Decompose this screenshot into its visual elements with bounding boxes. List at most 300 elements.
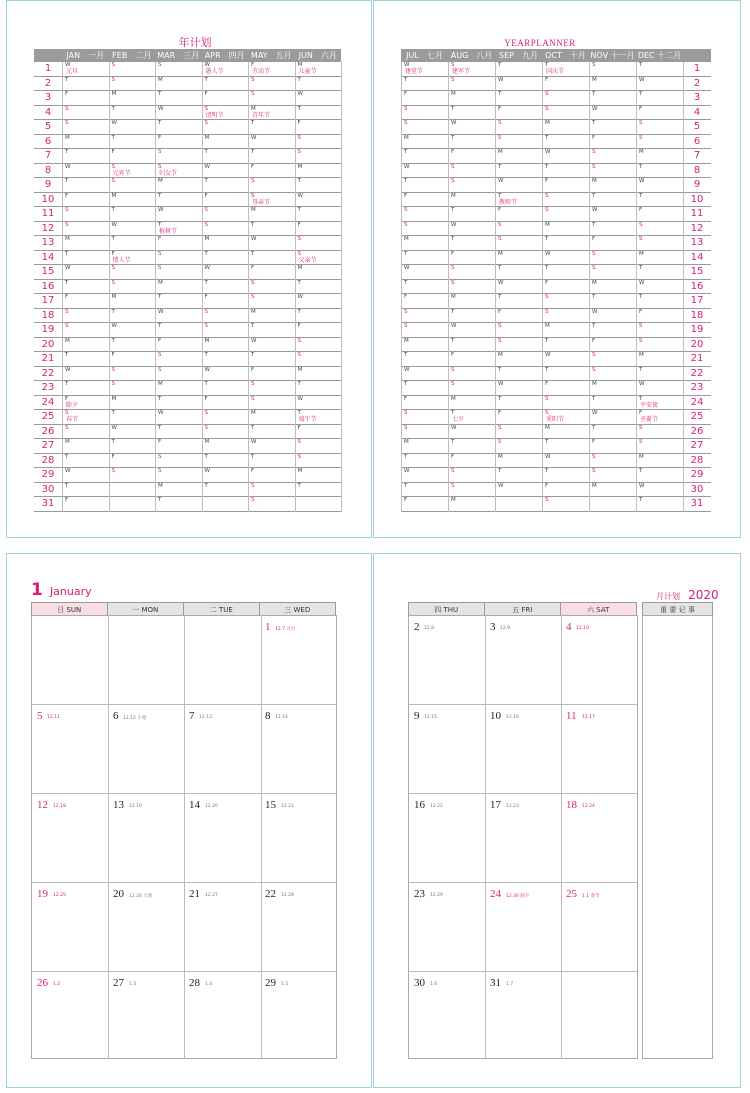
calendar-day[interactable] bbox=[560, 704, 637, 793]
day-cell[interactable] bbox=[248, 120, 295, 134]
day-cell[interactable] bbox=[448, 149, 495, 163]
day-cell[interactable] bbox=[636, 410, 683, 424]
day-cell[interactable] bbox=[401, 396, 448, 410]
day-cell[interactable] bbox=[109, 439, 156, 453]
day-cell[interactable] bbox=[155, 294, 202, 308]
day-cell[interactable] bbox=[542, 294, 589, 308]
day-cell[interactable] bbox=[542, 251, 589, 265]
day-cell[interactable] bbox=[542, 381, 589, 395]
day-cell[interactable] bbox=[542, 425, 589, 439]
calendar-day[interactable] bbox=[107, 971, 184, 1060]
day-cell[interactable] bbox=[495, 207, 542, 221]
day-cell[interactable] bbox=[448, 251, 495, 265]
day-cell[interactable] bbox=[202, 338, 249, 352]
day-cell[interactable] bbox=[636, 425, 683, 439]
calendar-day[interactable] bbox=[259, 793, 336, 882]
day-cell[interactable] bbox=[589, 62, 636, 76]
day-cell[interactable] bbox=[636, 62, 683, 76]
day-cell[interactable] bbox=[495, 120, 542, 134]
day-cell[interactable] bbox=[636, 367, 683, 381]
day-cell[interactable] bbox=[401, 106, 448, 120]
day-cell[interactable] bbox=[62, 164, 109, 178]
day-cell[interactable] bbox=[401, 265, 448, 279]
day-cell[interactable] bbox=[542, 193, 589, 207]
day-cell[interactable] bbox=[542, 367, 589, 381]
calendar-day[interactable] bbox=[31, 882, 108, 971]
day-cell[interactable] bbox=[109, 367, 156, 381]
day-cell[interactable] bbox=[636, 483, 683, 497]
day-cell[interactable] bbox=[62, 367, 109, 381]
calendar-day[interactable] bbox=[183, 971, 260, 1060]
day-cell[interactable] bbox=[62, 149, 109, 163]
day-cell[interactable] bbox=[202, 222, 249, 236]
day-cell[interactable] bbox=[542, 309, 589, 323]
day-cell[interactable] bbox=[202, 381, 249, 395]
day-cell[interactable] bbox=[448, 164, 495, 178]
day-cell[interactable] bbox=[202, 193, 249, 207]
day-cell[interactable] bbox=[295, 425, 342, 439]
day-cell[interactable] bbox=[589, 410, 636, 424]
calendar-day[interactable] bbox=[484, 793, 561, 882]
calendar-day[interactable] bbox=[484, 882, 561, 971]
day-cell[interactable] bbox=[542, 149, 589, 163]
day-cell[interactable] bbox=[62, 338, 109, 352]
day-cell[interactable] bbox=[295, 352, 342, 366]
day-cell[interactable] bbox=[248, 164, 295, 178]
day-cell[interactable] bbox=[295, 77, 342, 91]
day-cell[interactable] bbox=[401, 193, 448, 207]
day-cell[interactable] bbox=[401, 309, 448, 323]
day-cell[interactable] bbox=[248, 367, 295, 381]
day-cell[interactable] bbox=[448, 120, 495, 134]
day-cell[interactable] bbox=[636, 381, 683, 395]
day-cell[interactable] bbox=[62, 483, 109, 497]
day-cell[interactable] bbox=[295, 454, 342, 468]
day-cell[interactable] bbox=[589, 323, 636, 337]
day-cell[interactable] bbox=[109, 149, 156, 163]
day-cell[interactable] bbox=[248, 381, 295, 395]
day-cell[interactable] bbox=[202, 468, 249, 482]
day-cell[interactable] bbox=[248, 135, 295, 149]
day-cell[interactable] bbox=[448, 454, 495, 468]
day-cell[interactable] bbox=[589, 251, 636, 265]
day-cell[interactable] bbox=[636, 207, 683, 221]
day-cell[interactable] bbox=[202, 251, 249, 265]
day-cell[interactable] bbox=[248, 91, 295, 105]
day-cell[interactable] bbox=[448, 135, 495, 149]
calendar-day[interactable] bbox=[31, 793, 108, 882]
day-cell[interactable] bbox=[542, 265, 589, 279]
calendar-day[interactable] bbox=[259, 704, 336, 793]
day-cell[interactable] bbox=[155, 439, 202, 453]
day-cell[interactable] bbox=[295, 135, 342, 149]
day-cell[interactable] bbox=[589, 352, 636, 366]
day-cell[interactable] bbox=[448, 497, 495, 511]
day-cell[interactable] bbox=[636, 468, 683, 482]
day-cell[interactable] bbox=[295, 280, 342, 294]
day-cell[interactable] bbox=[155, 497, 202, 511]
day-cell[interactable] bbox=[448, 207, 495, 221]
calendar-day[interactable] bbox=[408, 882, 485, 971]
day-cell[interactable] bbox=[202, 77, 249, 91]
day-cell[interactable] bbox=[202, 410, 249, 424]
day-cell[interactable] bbox=[62, 323, 109, 337]
day-cell[interactable] bbox=[589, 207, 636, 221]
day-cell[interactable] bbox=[542, 439, 589, 453]
day-cell[interactable] bbox=[109, 410, 156, 424]
day-cell[interactable] bbox=[295, 323, 342, 337]
day-cell[interactable] bbox=[542, 454, 589, 468]
day-cell[interactable] bbox=[109, 164, 156, 178]
calendar-day[interactable] bbox=[408, 971, 485, 1060]
day-cell[interactable] bbox=[109, 338, 156, 352]
calendar-day[interactable] bbox=[408, 793, 485, 882]
day-cell[interactable] bbox=[636, 309, 683, 323]
day-cell[interactable] bbox=[589, 236, 636, 250]
day-cell[interactable] bbox=[62, 193, 109, 207]
day-cell[interactable] bbox=[542, 497, 589, 511]
day-cell[interactable] bbox=[62, 468, 109, 482]
day-cell[interactable] bbox=[636, 193, 683, 207]
day-cell[interactable] bbox=[62, 77, 109, 91]
day-cell[interactable] bbox=[248, 396, 295, 410]
day-cell[interactable] bbox=[248, 338, 295, 352]
day-cell[interactable] bbox=[636, 439, 683, 453]
day-cell[interactable] bbox=[109, 62, 156, 76]
day-cell[interactable] bbox=[248, 62, 295, 76]
day-cell[interactable] bbox=[401, 222, 448, 236]
day-cell[interactable] bbox=[542, 338, 589, 352]
day-cell[interactable] bbox=[495, 468, 542, 482]
day-cell[interactable] bbox=[495, 149, 542, 163]
day-cell[interactable] bbox=[248, 265, 295, 279]
day-cell[interactable] bbox=[401, 367, 448, 381]
day-cell[interactable] bbox=[401, 207, 448, 221]
day-cell[interactable] bbox=[248, 439, 295, 453]
day-cell[interactable] bbox=[155, 251, 202, 265]
day-cell[interactable] bbox=[542, 178, 589, 192]
day-cell[interactable] bbox=[401, 497, 448, 511]
day-cell[interactable] bbox=[448, 483, 495, 497]
day-cell[interactable] bbox=[636, 323, 683, 337]
day-cell[interactable] bbox=[401, 120, 448, 134]
day-cell[interactable] bbox=[155, 236, 202, 250]
day-cell[interactable] bbox=[495, 323, 542, 337]
day-cell[interactable] bbox=[589, 439, 636, 453]
calendar-day[interactable] bbox=[560, 615, 637, 704]
day-cell[interactable] bbox=[62, 454, 109, 468]
calendar-day[interactable] bbox=[484, 704, 561, 793]
day-cell[interactable] bbox=[636, 265, 683, 279]
day-cell[interactable] bbox=[636, 222, 683, 236]
day-cell[interactable] bbox=[401, 352, 448, 366]
day-cell[interactable] bbox=[542, 396, 589, 410]
day-cell[interactable] bbox=[589, 193, 636, 207]
day-cell[interactable] bbox=[109, 91, 156, 105]
day-cell[interactable] bbox=[202, 483, 249, 497]
day-cell[interactable] bbox=[155, 193, 202, 207]
day-cell[interactable] bbox=[295, 294, 342, 308]
day-cell[interactable] bbox=[401, 251, 448, 265]
day-cell[interactable] bbox=[155, 135, 202, 149]
day-cell[interactable] bbox=[448, 323, 495, 337]
calendar-day[interactable] bbox=[31, 704, 108, 793]
day-cell[interactable] bbox=[542, 135, 589, 149]
day-cell[interactable] bbox=[248, 193, 295, 207]
day-cell[interactable] bbox=[636, 280, 683, 294]
day-cell[interactable] bbox=[62, 280, 109, 294]
day-cell[interactable] bbox=[589, 265, 636, 279]
day-cell[interactable] bbox=[589, 454, 636, 468]
day-cell[interactable] bbox=[202, 309, 249, 323]
day-cell[interactable] bbox=[448, 280, 495, 294]
day-cell[interactable] bbox=[248, 454, 295, 468]
day-cell[interactable] bbox=[248, 149, 295, 163]
day-cell[interactable] bbox=[448, 294, 495, 308]
day-cell[interactable] bbox=[636, 164, 683, 178]
calendar-day[interactable] bbox=[107, 882, 184, 971]
day-cell[interactable] bbox=[295, 410, 342, 424]
day-cell[interactable] bbox=[248, 294, 295, 308]
day-cell[interactable] bbox=[636, 497, 683, 511]
day-cell[interactable] bbox=[589, 135, 636, 149]
day-cell[interactable] bbox=[448, 178, 495, 192]
day-cell[interactable] bbox=[495, 222, 542, 236]
day-cell[interactable] bbox=[448, 352, 495, 366]
day-cell[interactable] bbox=[589, 468, 636, 482]
day-cell[interactable] bbox=[155, 396, 202, 410]
day-cell[interactable] bbox=[202, 280, 249, 294]
day-cell[interactable] bbox=[155, 309, 202, 323]
day-cell[interactable] bbox=[636, 135, 683, 149]
day-cell[interactable] bbox=[636, 294, 683, 308]
day-cell[interactable] bbox=[295, 207, 342, 221]
day-cell[interactable] bbox=[448, 106, 495, 120]
calendar-day[interactable] bbox=[183, 882, 260, 971]
day-cell[interactable] bbox=[248, 251, 295, 265]
calendar-day[interactable] bbox=[560, 793, 637, 882]
day-cell[interactable] bbox=[495, 106, 542, 120]
day-cell[interactable] bbox=[495, 236, 542, 250]
day-cell[interactable] bbox=[495, 164, 542, 178]
day-cell[interactable] bbox=[636, 149, 683, 163]
day-cell[interactable] bbox=[589, 164, 636, 178]
day-cell[interactable] bbox=[495, 483, 542, 497]
day-cell[interactable] bbox=[401, 294, 448, 308]
day-cell[interactable] bbox=[295, 396, 342, 410]
day-cell[interactable] bbox=[248, 222, 295, 236]
day-cell[interactable] bbox=[109, 309, 156, 323]
day-cell[interactable] bbox=[248, 483, 295, 497]
day-cell[interactable] bbox=[202, 367, 249, 381]
day-cell[interactable] bbox=[448, 62, 495, 76]
calendar-day[interactable] bbox=[484, 971, 561, 1060]
day-cell[interactable] bbox=[542, 352, 589, 366]
day-cell[interactable] bbox=[448, 439, 495, 453]
day-cell[interactable] bbox=[401, 149, 448, 163]
day-cell[interactable] bbox=[109, 222, 156, 236]
calendar-day[interactable] bbox=[31, 971, 108, 1060]
day-cell[interactable] bbox=[62, 294, 109, 308]
day-cell[interactable] bbox=[589, 280, 636, 294]
day-cell[interactable] bbox=[495, 280, 542, 294]
day-cell[interactable] bbox=[495, 352, 542, 366]
day-cell[interactable] bbox=[109, 468, 156, 482]
day-cell[interactable] bbox=[636, 352, 683, 366]
day-cell[interactable] bbox=[202, 294, 249, 308]
day-cell[interactable] bbox=[155, 323, 202, 337]
calendar-day[interactable] bbox=[560, 882, 637, 971]
day-cell[interactable] bbox=[248, 425, 295, 439]
day-cell[interactable] bbox=[62, 207, 109, 221]
day-cell[interactable] bbox=[401, 91, 448, 105]
day-cell[interactable] bbox=[589, 91, 636, 105]
day-cell[interactable] bbox=[155, 106, 202, 120]
day-cell[interactable] bbox=[62, 91, 109, 105]
day-cell[interactable] bbox=[155, 77, 202, 91]
day-cell[interactable] bbox=[495, 454, 542, 468]
day-cell[interactable] bbox=[62, 222, 109, 236]
day-cell[interactable] bbox=[109, 396, 156, 410]
day-cell[interactable] bbox=[589, 367, 636, 381]
day-cell[interactable] bbox=[636, 454, 683, 468]
day-cell[interactable] bbox=[589, 396, 636, 410]
day-cell[interactable] bbox=[295, 483, 342, 497]
day-cell[interactable] bbox=[542, 468, 589, 482]
day-cell[interactable] bbox=[636, 251, 683, 265]
day-cell[interactable] bbox=[448, 410, 495, 424]
day-cell[interactable] bbox=[248, 106, 295, 120]
day-cell[interactable] bbox=[636, 236, 683, 250]
day-cell[interactable] bbox=[295, 62, 342, 76]
day-cell[interactable] bbox=[401, 62, 448, 76]
day-cell[interactable] bbox=[202, 454, 249, 468]
day-cell[interactable] bbox=[448, 193, 495, 207]
day-cell[interactable] bbox=[109, 135, 156, 149]
day-cell[interactable] bbox=[495, 77, 542, 91]
day-cell[interactable] bbox=[542, 236, 589, 250]
day-cell[interactable] bbox=[589, 120, 636, 134]
day-cell[interactable] bbox=[589, 381, 636, 395]
day-cell[interactable] bbox=[448, 425, 495, 439]
day-cell[interactable] bbox=[401, 410, 448, 424]
day-cell[interactable] bbox=[495, 439, 542, 453]
day-cell[interactable] bbox=[295, 222, 342, 236]
day-cell[interactable] bbox=[542, 410, 589, 424]
day-cell[interactable] bbox=[448, 77, 495, 91]
day-cell[interactable] bbox=[109, 425, 156, 439]
day-cell[interactable] bbox=[109, 193, 156, 207]
day-cell[interactable] bbox=[542, 222, 589, 236]
day-cell[interactable] bbox=[495, 309, 542, 323]
day-cell[interactable] bbox=[155, 338, 202, 352]
day-cell[interactable] bbox=[109, 251, 156, 265]
day-cell[interactable] bbox=[248, 309, 295, 323]
day-cell[interactable] bbox=[542, 164, 589, 178]
day-cell[interactable] bbox=[109, 120, 156, 134]
day-cell[interactable] bbox=[248, 207, 295, 221]
day-cell[interactable] bbox=[62, 62, 109, 76]
day-cell[interactable] bbox=[401, 483, 448, 497]
day-cell[interactable] bbox=[542, 106, 589, 120]
day-cell[interactable] bbox=[109, 106, 156, 120]
day-cell[interactable] bbox=[589, 309, 636, 323]
day-cell[interactable] bbox=[589, 338, 636, 352]
day-cell[interactable] bbox=[202, 207, 249, 221]
day-cell[interactable] bbox=[202, 425, 249, 439]
calendar-day[interactable] bbox=[259, 882, 336, 971]
day-cell[interactable] bbox=[448, 367, 495, 381]
day-cell[interactable] bbox=[401, 135, 448, 149]
day-cell[interactable] bbox=[155, 468, 202, 482]
day-cell[interactable] bbox=[155, 222, 202, 236]
day-cell[interactable] bbox=[109, 294, 156, 308]
day-cell[interactable] bbox=[295, 91, 342, 105]
day-cell[interactable] bbox=[542, 207, 589, 221]
day-cell[interactable] bbox=[295, 106, 342, 120]
day-cell[interactable] bbox=[109, 323, 156, 337]
day-cell[interactable] bbox=[636, 106, 683, 120]
day-cell[interactable] bbox=[62, 425, 109, 439]
day-cell[interactable] bbox=[401, 178, 448, 192]
day-cell[interactable] bbox=[155, 483, 202, 497]
day-cell[interactable] bbox=[448, 381, 495, 395]
day-cell[interactable] bbox=[448, 396, 495, 410]
day-cell[interactable] bbox=[542, 120, 589, 134]
day-cell[interactable] bbox=[495, 367, 542, 381]
day-cell[interactable] bbox=[62, 265, 109, 279]
day-cell[interactable] bbox=[155, 410, 202, 424]
day-cell[interactable] bbox=[495, 135, 542, 149]
day-cell[interactable] bbox=[401, 77, 448, 91]
day-cell[interactable] bbox=[448, 309, 495, 323]
day-cell[interactable] bbox=[248, 178, 295, 192]
day-cell[interactable] bbox=[495, 251, 542, 265]
day-cell[interactable] bbox=[542, 62, 589, 76]
day-cell[interactable] bbox=[495, 62, 542, 76]
day-cell[interactable] bbox=[295, 178, 342, 192]
day-cell[interactable] bbox=[202, 323, 249, 337]
day-cell[interactable] bbox=[62, 106, 109, 120]
day-cell[interactable] bbox=[542, 280, 589, 294]
day-cell[interactable] bbox=[495, 381, 542, 395]
day-cell[interactable] bbox=[62, 352, 109, 366]
day-cell[interactable] bbox=[542, 483, 589, 497]
day-cell[interactable] bbox=[589, 222, 636, 236]
day-cell[interactable] bbox=[155, 120, 202, 134]
day-cell[interactable] bbox=[448, 265, 495, 279]
day-cell[interactable] bbox=[495, 410, 542, 424]
day-cell[interactable] bbox=[589, 178, 636, 192]
day-cell[interactable] bbox=[401, 425, 448, 439]
day-cell[interactable] bbox=[62, 381, 109, 395]
day-cell[interactable] bbox=[448, 236, 495, 250]
day-cell[interactable] bbox=[542, 77, 589, 91]
calendar-day[interactable] bbox=[259, 971, 336, 1060]
day-cell[interactable] bbox=[109, 381, 156, 395]
day-cell[interactable] bbox=[448, 468, 495, 482]
day-cell[interactable] bbox=[202, 135, 249, 149]
day-cell[interactable] bbox=[155, 265, 202, 279]
day-cell[interactable] bbox=[202, 236, 249, 250]
day-cell[interactable] bbox=[155, 164, 202, 178]
day-cell[interactable] bbox=[401, 381, 448, 395]
day-cell[interactable] bbox=[155, 381, 202, 395]
calendar-day[interactable] bbox=[259, 615, 336, 704]
day-cell[interactable] bbox=[202, 164, 249, 178]
day-cell[interactable] bbox=[589, 483, 636, 497]
day-cell[interactable] bbox=[109, 265, 156, 279]
